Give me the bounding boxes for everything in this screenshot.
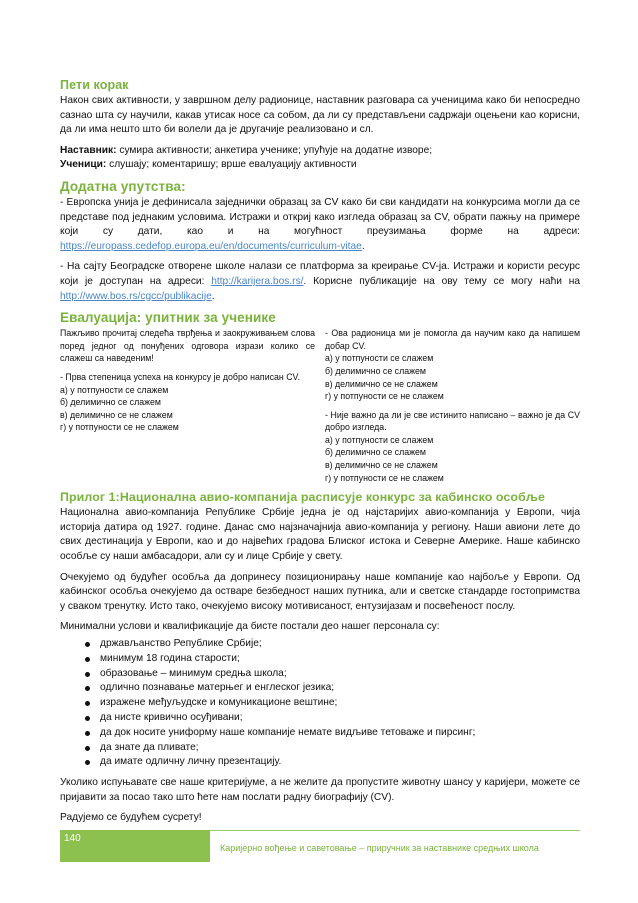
question-1-option-a[interactable]: а) у потпуности се слажем	[60, 384, 169, 395]
section-title-step5: Пети корак	[60, 78, 129, 92]
step5-paragraph: Након свих активности, у завршном делу радионице, наставник разговара са ученицима како би непосредно сазнао шта су научили, какав утисак носе са собом, да ли су представљени садржаји оцењени као корисни, да ли има нешто што би волели да је другачије реализовано и сл.	[60, 95, 580, 136]
question-1-option-d[interactable]: г) у потпуности се не слажем	[60, 422, 179, 433]
students-label: Ученици:	[60, 159, 107, 171]
additional-end-2: .	[211, 290, 215, 302]
question-3-option-c[interactable]: в) делимично се не слажем	[325, 460, 438, 471]
question-1-text: - Прва степеница успеха на конкурсу је добро написан CV.	[60, 371, 301, 382]
list-item: да имате одличну личну презентацију.	[100, 755, 580, 770]
list-item: минимум 18 година старости;	[100, 652, 580, 667]
list-item: да знате да пливате;	[100, 741, 580, 756]
section-title-appendix: Прилог 1:Национална авио-компанија расписује конкурс за кабинско особље	[60, 490, 545, 505]
additional-text-2b: . Корисне публикације на ову тему се могу наћи на	[303, 275, 580, 287]
question-3-option-b[interactable]: б) делимично се слажем	[325, 447, 426, 458]
appendix-paragraph-5: Радујемо се будућем сусрету!	[60, 812, 202, 824]
evaluation-columns	[60, 327, 580, 490]
appendix-paragraph-1: Национална авио-компанија Републике Србије једна је од најстаријих авио-компанија у Европи, чија историја датира од 1927. године. Данас смо најзначајнија авио-компанија у региону. Наши авиони лете до свих дестинација у Европи, као и до највећих градова Блиског истока и Северне Америке. Наше кабинско особље су наши амбасадори, али су и лице Србије у свету.	[60, 507, 580, 563]
additional-paragraph-1	[60, 196, 580, 254]
section-title-evaluation: Евалуација: упитник за ученике	[60, 310, 276, 326]
evaluation-intro: Пажљиво прочитај следећа тврђења и заокруживањем слова поред једног од понуђених одговора изрази колико се слажеш са наведеним!	[60, 328, 315, 364]
question-1-option-b[interactable]: б) делимично се слажем	[60, 397, 161, 408]
question-2-option-d[interactable]: г) у потпуности се не слажем	[325, 391, 444, 402]
additional-end-1: .	[361, 240, 365, 252]
question-3	[325, 409, 580, 485]
question-2-text: - Ова радионица ми је помогла да научим како да напишем добар CV.	[325, 328, 580, 351]
teacher-line	[60, 144, 580, 159]
appendix-paragraph-3: Минимални услови и квалификације да бисте постали део нашег персонала су:	[60, 621, 440, 633]
page-number-box	[60, 830, 210, 862]
appendix-paragraph-4: Уколико испуњавате све наше критеријуме, а не желите да пропустите животну шансу у каријери, можете се пријавити за посао тако што ћете нам послати радну биографију (CV).	[60, 777, 580, 803]
students-text: слушају; коментаришу; врше евалуацију активности	[106, 159, 357, 171]
karijera-link[interactable]: http://karijera.bos.rs/	[211, 275, 304, 287]
teacher-label: Наставник:	[60, 144, 117, 156]
additional-text-2a: - На сајту Београдске отворене школе налази се платформа за креирање CV-ја. Истражи и користи ресурс који је доступан на адреси:	[60, 261, 580, 287]
question-1-option-c[interactable]: в) делимично се не слажем	[60, 409, 173, 420]
question-2	[325, 327, 580, 403]
question-1	[60, 371, 315, 434]
question-2-option-a[interactable]: а) у потпуности се слажем	[325, 353, 434, 364]
list-item: држављанство Републике Србије;	[100, 637, 580, 652]
question-2-option-c[interactable]: в) делимично се не слажем	[325, 378, 438, 389]
section-title-additional: Додатна упутства:	[60, 178, 186, 194]
requirements-list	[60, 637, 580, 770]
page-number: 140	[64, 833, 81, 844]
list-item: одлично познавање матерњег и енглеског језика;	[100, 681, 580, 696]
question-3-option-d[interactable]: г) у потпуности се не слажем	[325, 472, 444, 483]
bos-publications-link[interactable]: http://www.bos.rs/cgcc/publikacije	[60, 290, 212, 302]
evaluation-left-column	[60, 327, 315, 490]
teacher-text: сумира активности; анкетира ученике; упућује на додатне изворе;	[116, 144, 433, 156]
appendix-paragraph-2: Очекујемо од будућег особља да допринесу позиционирању наше компаније као најбоље у Европи. Од кабинског особља очекујемо да остваре безбедност наших путника, али и светске стандарде гостопримства у сваком тренутку. Исто тако, очекујемо високу мотивисаност, ентузијазам и посвећеност послу.	[60, 571, 580, 612]
footer-text: Каријерно вођење и саветовање – приручник за наставнике средњих школа	[220, 843, 539, 853]
question-2-option-b[interactable]: б) делимично се слажем	[325, 365, 426, 376]
list-item: да нисте кривично осуђивани;	[100, 711, 580, 726]
question-3-text: - Није важно да ли је све истинито написано – важно је да CV добро изгледа.	[325, 409, 580, 433]
list-item: да док носите униформу наше компаније немате видљиве тетоваже и пирсинг;	[100, 726, 580, 741]
students-line	[60, 158, 580, 173]
additional-paragraph-2	[60, 260, 580, 304]
europass-link[interactable]: https://europass.cedefop.europa.eu/en/documents/curriculum-vitae	[60, 240, 362, 252]
list-item: образовање – минимум средња школа;	[100, 667, 580, 682]
additional-text-1: - Европска унија је дефинисала заједнички образац за CV како би сви кандидати на конкурсима могли да се представе под једнаким условима. Истражи и откриј како изгледа образац за CV, обрати пажњу на примере који су дати, као и на могућност преузимања форме на адреси:	[60, 196, 580, 238]
question-3-option-a[interactable]: а) у потпуности се слажем	[325, 434, 434, 445]
list-item: изражене међуљудске и комуникационе вештине;	[100, 696, 580, 711]
page-content	[60, 78, 580, 832]
evaluation-right-column	[325, 327, 580, 490]
